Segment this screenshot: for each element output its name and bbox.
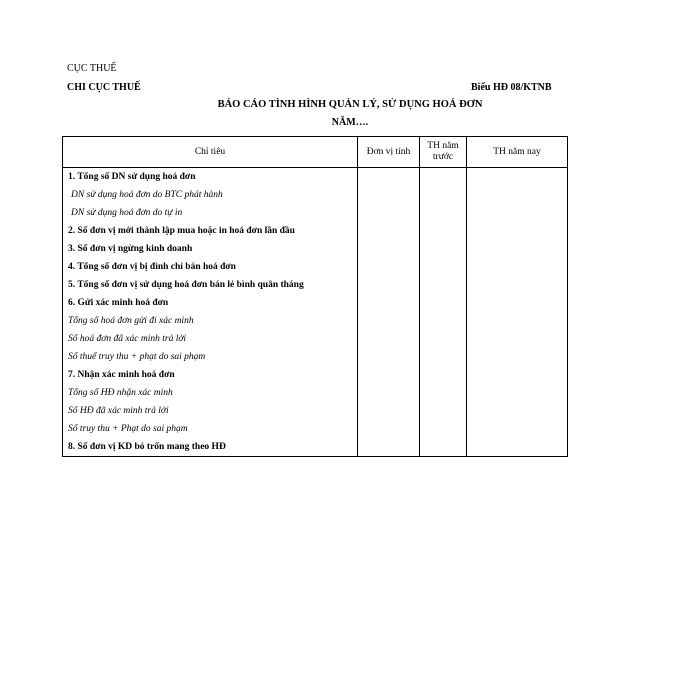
prev-year-cell[interactable]	[420, 276, 467, 294]
prev-year-cell[interactable]	[420, 240, 467, 258]
row-label: Số truy thu + Phạt do sai phạm	[63, 420, 358, 438]
column-header-this-year: TH năm nay	[467, 137, 568, 168]
unit-cell[interactable]	[358, 204, 420, 222]
table-row	[63, 204, 568, 222]
unit-cell[interactable]	[358, 186, 420, 204]
table-row	[63, 168, 568, 187]
prev-year-cell[interactable]	[420, 312, 467, 330]
this-year-cell[interactable]	[467, 420, 568, 438]
prev-year-cell[interactable]	[420, 384, 467, 402]
unit-cell[interactable]	[358, 348, 420, 366]
form-code: Biểu HĐ 08/KTNB	[471, 82, 552, 93]
this-year-cell[interactable]	[467, 222, 568, 240]
this-year-cell[interactable]	[467, 348, 568, 366]
this-year-cell[interactable]	[467, 384, 568, 402]
prev-year-cell[interactable]	[420, 168, 467, 187]
prev-year-cell[interactable]	[420, 348, 467, 366]
report-title: BÁO CÁO TÌNH HÌNH QUẢN LÝ, SỬ DỤNG HOÁ ĐƠN	[217, 99, 483, 110]
table-row	[63, 348, 568, 366]
sub-agency-label: CHI CỤC THUẾ	[67, 82, 141, 93]
this-year-cell[interactable]	[467, 276, 568, 294]
this-year-cell[interactable]	[467, 330, 568, 348]
unit-cell[interactable]	[358, 330, 420, 348]
row-label: 6. Gửi xác minh hoá đơn	[63, 294, 358, 312]
table-row	[63, 258, 568, 276]
unit-cell[interactable]	[358, 168, 420, 187]
unit-cell[interactable]	[358, 258, 420, 276]
this-year-cell[interactable]	[467, 186, 568, 204]
table-body	[63, 168, 568, 457]
table-row	[63, 438, 568, 457]
this-year-cell[interactable]	[467, 438, 568, 457]
row-label: Số thuế truy thu + phạt do sai phạm	[63, 348, 358, 366]
column-header-indicator: Chỉ tiêu	[63, 137, 358, 168]
prev-year-cell[interactable]	[420, 222, 467, 240]
prev-year-cell[interactable]	[420, 186, 467, 204]
table-row	[63, 240, 568, 258]
prev-year-cell[interactable]	[420, 366, 467, 384]
unit-cell[interactable]	[358, 240, 420, 258]
row-label: DN sử dụng hoá đơn do tự in	[63, 204, 358, 222]
this-year-cell[interactable]	[467, 168, 568, 187]
unit-cell[interactable]	[358, 384, 420, 402]
table-row	[63, 366, 568, 384]
table-row	[63, 276, 568, 294]
prev-year-cell[interactable]	[420, 420, 467, 438]
unit-cell[interactable]	[358, 402, 420, 420]
row-label: 2. Số đơn vị mới thành lập mua hoặc in hoá đơn lần đầu	[63, 222, 358, 240]
this-year-cell[interactable]	[467, 240, 568, 258]
table-row	[63, 222, 568, 240]
this-year-cell[interactable]	[467, 258, 568, 276]
row-label: Số hoá đơn đã xác minh trả lời	[63, 330, 358, 348]
table-row	[63, 420, 568, 438]
row-label: Tổng số hoá đơn gửi đi xác minh	[63, 312, 358, 330]
report-year: NĂM….	[331, 117, 369, 128]
prev-year-cell[interactable]	[420, 294, 467, 312]
row-label: 7. Nhận xác minh hoá đơn	[63, 366, 358, 384]
row-label: 4. Tổng số đơn vị bị đình chỉ bán hoá đơn	[63, 258, 358, 276]
row-label: Số HĐ đã xác minh trả lời	[63, 402, 358, 420]
unit-cell[interactable]	[358, 438, 420, 457]
prev-year-cell[interactable]	[420, 258, 467, 276]
unit-cell[interactable]	[358, 312, 420, 330]
this-year-cell[interactable]	[467, 312, 568, 330]
table-row	[63, 330, 568, 348]
table-header-row	[63, 137, 568, 168]
this-year-cell[interactable]	[467, 402, 568, 420]
table-row	[63, 294, 568, 312]
prev-year-cell[interactable]	[420, 330, 467, 348]
row-label: 8. Số đơn vị KD bỏ trốn mang theo HĐ	[63, 438, 358, 457]
report-table	[62, 136, 568, 457]
row-label: Tổng số HĐ nhận xác minh	[63, 384, 358, 402]
agency-label: CỤC THUẾ	[67, 63, 117, 74]
table-row	[63, 402, 568, 420]
table-row	[63, 384, 568, 402]
unit-cell[interactable]	[358, 294, 420, 312]
table-row	[63, 186, 568, 204]
unit-cell[interactable]	[358, 420, 420, 438]
row-label: 5. Tổng số đơn vị sử dụng hoá đơn bán lẻ bình quân tháng	[63, 276, 358, 294]
this-year-cell[interactable]	[467, 204, 568, 222]
row-label: 3. Số đơn vị ngừng kinh doanh	[63, 240, 358, 258]
prev-year-cell[interactable]	[420, 438, 467, 457]
this-year-cell[interactable]	[467, 294, 568, 312]
table-row	[63, 312, 568, 330]
unit-cell[interactable]	[358, 276, 420, 294]
row-label: 1. Tổng số DN sử dụng hoá đơn	[63, 168, 358, 187]
prev-year-cell[interactable]	[420, 204, 467, 222]
this-year-cell[interactable]	[467, 366, 568, 384]
unit-cell[interactable]	[358, 222, 420, 240]
unit-cell[interactable]	[358, 366, 420, 384]
column-header-prev-year: TH năm trước	[420, 137, 467, 168]
row-label: DN sử dụng hoá đơn do BTC phát hành	[63, 186, 358, 204]
prev-year-cell[interactable]	[420, 402, 467, 420]
column-header-unit: Đơn vị tính	[358, 137, 420, 168]
